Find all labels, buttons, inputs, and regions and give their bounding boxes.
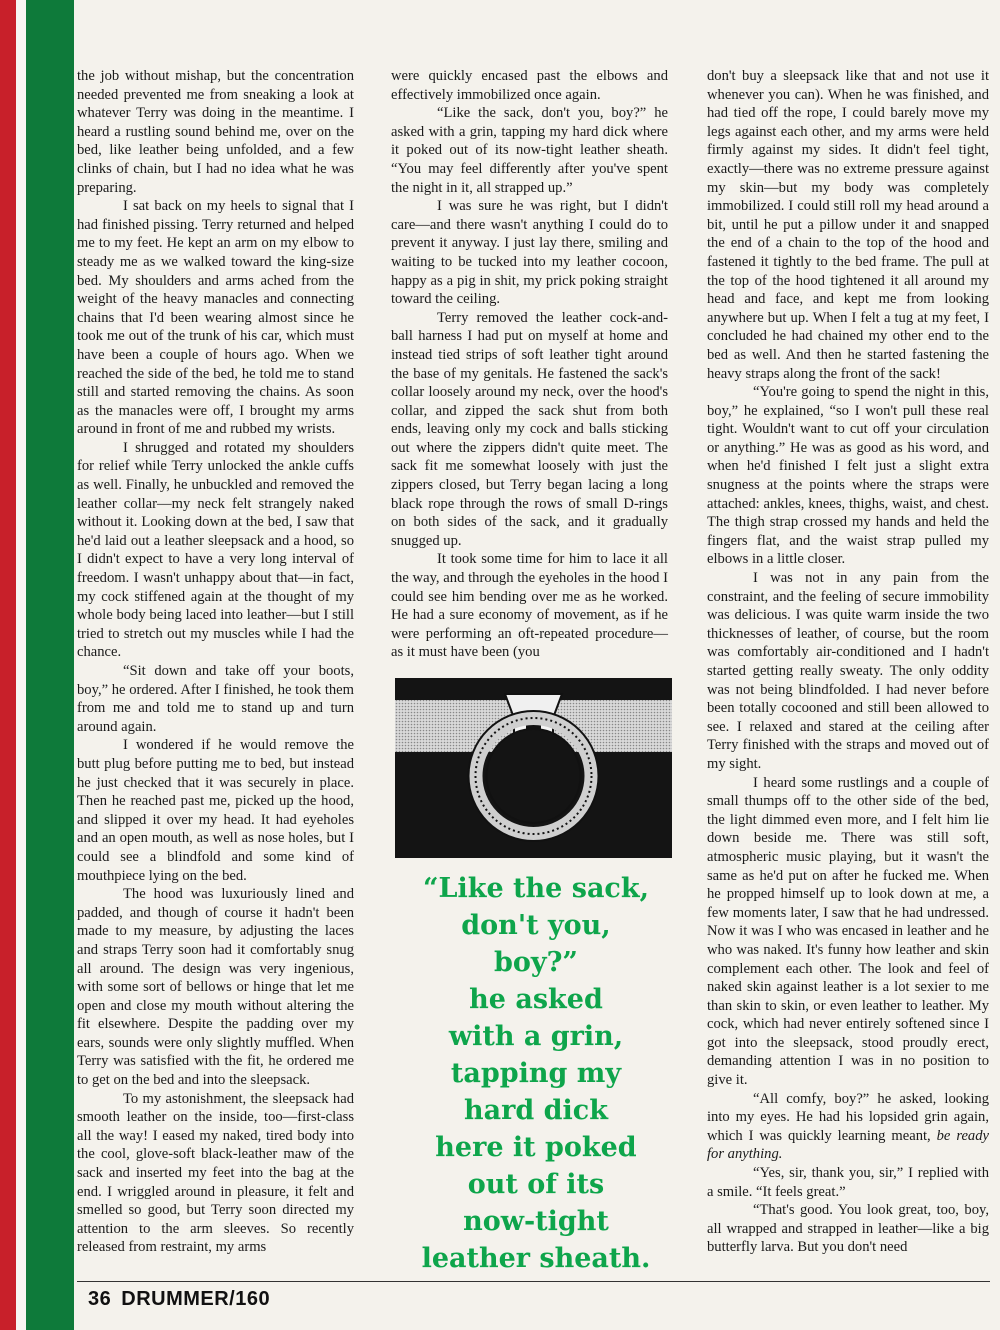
pull-quote-line: hard dick — [464, 1095, 608, 1126]
pull-quote-line: tapping my — [450, 1058, 622, 1089]
paragraph-text: “All comfy, boy?” he asked, looking into my eyes. He had his lopsided grin again, which I was quickly learning meant, — [707, 1090, 989, 1144]
magazine-issue: DRUMMER/160 — [121, 1288, 271, 1310]
paragraph: It took some time for him to lace it all the way, and through the eyeholes in the hood I could see him bending over me as he worked. He had a sure economy of movement, as if he were performing an oft-repeated procedure—as it must have been (you — [391, 551, 668, 661]
pull-quote-line: out of its — [467, 1169, 605, 1200]
paragraph: I sat back on my heels to signal that I had finished pissing. Terry returned and helped me to my feet. He kept an arm on my elbow to steady me as we walked toward the king-size bed. My shoulders and arms ached from the weight of the heavy manacles and connecting chains that I'd been wearing almost since he took me out of the trunk of his car, which must have been a couple of hours ago. When we reached the side of the bed, he told me to stand still and started removing the chains. As soon as the manacles were off, I brought my arms around in front of me and rubbed my wrists. — [77, 198, 354, 438]
pull-quote-line: “Like the sack, — [423, 873, 649, 904]
d-ring-illustration — [395, 678, 672, 858]
pull-quote-line: boy?” — [494, 947, 578, 978]
paragraph: I wondered if he would remove the butt plug before putting me to bed, but instead he just checked that it was securely in place. Then he reached past me, picked up the hood, and slipped it over my head. It had eyeholes and an open mouth, as well as nose holes, but I could see a blindfold and some kind of mouthpiece lying on the bed. — [77, 737, 354, 884]
pull-quote-line: now-tight — [463, 1206, 609, 1237]
paragraph: “That's good. You look great, too, boy, all wrapped and strapped in leather—like a big butterfly larva. But you don't need — [707, 1202, 989, 1256]
italic-phrase: be ready for anything. — [707, 1127, 990, 1163]
paragraph: I heard some rustlings and a couple of small thumps off to the other side of the bed, the light dimmed even more, and I felt him lie down beside me. There was still soft, atmospheric music playing, but it wasn't the same as he'd put on after he fucked me. When he propped himself up to look down at me, a few moments later, I saw that he had undressed. Now it was I who was encased in leather and he who was naked. It's funny how leather and skin complement each other. The look and feel of naked skin against leather is a lot sexier to me than skin to skin, or even leather to leather. My cock, which had never entirely softened since I got into the sleepsack, stood proudly erect, demanding attention I was in no position to give it. — [707, 774, 989, 1089]
paragraph: “Sit down and take off your boots, boy,” he ordered. After I finished, he took them from me and told me to stand up and turn around again. — [77, 663, 354, 735]
paragraph: “Like the sack, don't you, boy?” he asked with a grin, tapping my hard dick where it poked out of its now-tight leather sheath. “You may feel differently after you've spent the night in it, all strapped up.” — [391, 105, 668, 196]
pull-quote-line: don't you, — [461, 910, 611, 941]
green-edge-stripe — [26, 0, 74, 1330]
pull-quote-line: here it poked — [435, 1132, 637, 1163]
text-column-1 — [77, 67, 354, 1257]
pull-quote-line: leather sheath. — [421, 1243, 651, 1274]
paragraph: “You're going to spend the night in this, boy,” he explained, “so I won't pull these real tight. Wouldn't want to cut off your circulation or anything.” He was as good as his word, and when he'd finished I felt just a slight extra snugness at the points where the straps were attached: ankles, knees, thighs, waist, and chest. The thigh strap crossed my hands and held the fingers flat, and the waist strap pulled my elbows in a little closer. — [707, 384, 989, 568]
paragraph: The hood was luxuriously lined and padded, and though of course it hadn't been made to my measure, by adjusting the laces and straps Terry soon had it comfortably snug all around. The design was very ingenious, with some sort of bellows or hinge that let me open and close my mouth without altering the fit elsewhere. Despite the padding over my ears, sounds were only slightly muffled. When Terry was satisfied with the fit, he ordered me to get on the bed and into the sleepsack. — [77, 886, 354, 1089]
page-number: 36 — [88, 1288, 112, 1310]
paragraph: To my astonishment, the sleepsack had smooth leather on the inside, too—first-class all the way! I eased my naked, tired body into the cool, glove-soft black-leather maw of the sack and inserted my feet into the bag at the end. I wriggled around in pleasure, it felt and smelled so good, but Terry soon directed my attention to the arm sleeves. So recently released from restraint, my arms — [77, 1090, 354, 1256]
text-column-2 — [391, 67, 668, 662]
paragraph: I was not in any pain from the constraint, and the feeling of secure immobility was delicious. I was quite warm inside the two thicknesses of leather, of course, but the room was comfortably air-conditioned and I hadn't started getting really sweaty. The only oddity was not being blindfolded. I had never before been totally cocooned and still been allowed to see. I relaxed and stared at the ceiling after Terry finished with the straps and moved out of my sight. — [707, 570, 989, 772]
paragraph: Terry removed the leather cock-and-ball harness I had put on myself at home and instead tied strips of soft leather tight around the base of my genitals. He fastened the sack's collar loosely around my neck, over the hood's collar, and zipped the sack shut from both ends, leaving only my cock and balls sticking out where the zippers didn't quite meet. The sack fit me somewhat loosely with just the zippers closed, but Terry began lacing a long black rope through the rows of small D-rings on both sides of the sack, and it gradually snugged up. — [391, 309, 668, 549]
d-ring-icon — [395, 678, 672, 858]
paragraph: I was sure he was right, but I didn't care—and there wasn't anything I could do to prevent it anyway. I just lay there, smiling and waiting to be tucked into my leather cocoon, happy as a pig in shit, my prick poking straight toward the ceiling. — [391, 198, 668, 308]
paragraph: I shrugged and rotated my shoulders for relief while Terry unlocked the ankle cuffs as well. Finally, he unbuckled and removed the leather collar—my neck felt strangely naked without it. Looking down at the bed, I saw that he'd laid out a leather sleepsack and a hood, so I didn't expect to have a very long interval of freedom. I wasn't unhappy about that—in fact, my cock stiffened again at the thought of my whole body being laced into leather—but I still tried to stretch out my muscles while I had the chance. — [77, 439, 354, 661]
paragraph: “Yes, sir, thank you, sir,” I replied with a smile. “It feels great.” — [707, 1165, 989, 1200]
pull-quote — [391, 870, 681, 1277]
pull-quote-line: he asked — [469, 984, 603, 1015]
pull-quote-line: with a grin, — [448, 1021, 624, 1052]
paragraph: were quickly encased past the elbows and effectively immobilized once again. — [391, 68, 668, 103]
white-edge-stripe — [16, 0, 26, 1330]
red-edge-stripe — [0, 0, 16, 1330]
text-column-3 — [707, 67, 989, 1257]
paragraph: the job without mishap, but the concentration needed prevented me from sneaking a look at whatever Terry was doing in the meantime. I heard a rustling sound behind me, over on the bed, like leather being unfolded, and a few clinks of chain, but I had no idea what he was preparing. — [77, 68, 354, 196]
paragraph: don't buy a sleepsack like that and not use it whenever you can). When he was finished, and had tied off the rope, I could barely move my legs against each other, and my arms were held firmly against my sides. It didn't feel tight, exactly—there was no extreme pressure against my skin—but my body was completely immobilized. I could still roll my head around a bit, until he put a pillow under it and snapped the end of a chain to the top of the hood and fastened it tightly to the bed frame. The pull at the top of the hood tightened it all around my head and face, and kept me from looking anywhere but up. When I felt a tug at my feet, I concluded he had chained my other end to the bed as well. And then he started fastening the heavy straps along the front of the sack! — [707, 68, 989, 382]
page-footer — [88, 1288, 270, 1311]
paragraph — [707, 1090, 989, 1164]
footer-rule — [77, 1281, 990, 1282]
